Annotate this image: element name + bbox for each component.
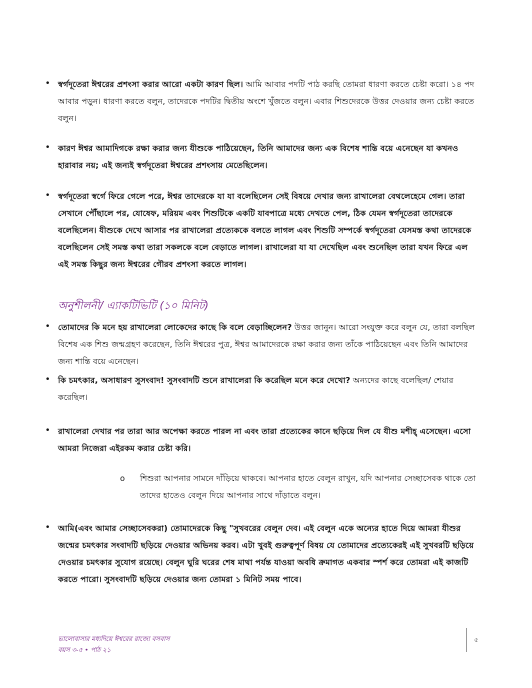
bullet-icon: • (45, 79, 51, 89)
bullet-lead-text: আমি(এবং আমার সেচ্ছাসেবকরা) তোমাদেরকে কিছু "সুখবরের বেলুন দেব। এই বেলুন একে অন্যের হাতে দিয়ে আমরা যীশুর জন্মের চমৎকার সংবাদটি ছড়িয়ে দেওয়ার অভিনয় করব। এটা খুবই গুরুত্বপূর্ণ বিষয় যে তোমাদের প্রত্যেকেরই এই সুখবরটি ছড়িয়ে দেওয়ার চমৎকার সুযোগ রয়েছে। বেলুন ঘুরি ঘরের শেষ মাথা পর্যন্ত যাওয়া অবধি ক্রমাগত একবার স্পর্শ করে তোমরা এই কাজটি করতে পারো। সুসংবাদটি ছড়িয়ে দেওয়ার জন্য তোমরা ১ মিনিট সময় পাবে। (58, 523, 474, 584)
sub-list-item (120, 470, 480, 504)
bullet-icon: • (45, 191, 51, 201)
bullet-lead-text: তোমাদের কি মনে হয় রাখালেরা লোকেদের কাছে কি বলে বেড়াচ্ছিলেন? (58, 322, 292, 332)
bullet-icon: • (45, 143, 51, 153)
bullet-icon: • (45, 426, 51, 436)
bullet-lead-text: স্বর্গদূতেরা স্বর্গে ফিরে গেলে পরে, ঈশ্বর তাদেরকে যা যা বলেছিলেন সেই বিষয়ে দেখার জন্য রাখালেরা বেথলেহেমে গেল। তারা সেখানে পৌঁছালে পর, যোষেফ, মরিয়ম এবং শিশুটিকে একটি যাবপাত্রে মধ্যে দেখতে পেল, ঠিক যেমন স্বর্গদূতেরা তাদেরকে বলেছিলেন। যীশুকে দেখে আসার পর রাখালেরা প্রত্যেককে বলতে লাগল এবং শিশুটি সম্পর্কে স্বর্গদূতেরা যেসমস্ত কথা তাদেরকে বলেছিলেন সেই সমস্ত কথা তারা সকলকে বলে বেড়াতে লাগল। রাখালেরা যা যা দেখেছিল এবং শুনেছিল তারা যখন ফিরে এল এই সমস্ত কিছুর জন্য ঈশ্বরের গৌরব প্রশংসা করতে লাগল। (58, 191, 472, 269)
bullet-body-text: উত্তর জানুন। আরো সংযুক্ত করে বলুন যে, তারা বলছিল বিশেষ এক শিশু জন্মগ্রহণ করেছেন, তিনি ঈশ্বরের পুত্র, ঈশ্বর আমাদেরকে রক্ষা করার জন্য তাঁকে পাঠিয়েছেন এবং তিনি আমাদের জন্য শান্তি বয়ে এনেছেন। (58, 322, 475, 366)
bullet-lead-text: কি চমৎকার, অসাধারণ সুসংবাদ! সুসংবাদটি শুনে রাখালেরা কি করেছিল মনে করে দেখো? (58, 375, 351, 385)
bullet-body-text: অন্যদের কাছে বলেছিল/ শেয়ার করেছিল। (58, 375, 454, 402)
footer-lesson-info: বয়স ৩-৫ • পাঠ ২১ (58, 646, 111, 654)
bullet-item-2 (45, 140, 478, 174)
page-number: ৫ (474, 636, 479, 644)
section-heading-activity: অনুশীলনী/ এ্যাকটিভিটি (১০ মিনিট) (58, 300, 209, 312)
bullet-icon: • (45, 322, 51, 332)
footer-divider (466, 628, 467, 652)
footer-title (58, 634, 170, 656)
bullet-icon: • (45, 523, 51, 533)
bullet-item-4 (45, 319, 478, 370)
bullet-item-7 (45, 520, 478, 588)
bullet-lead-text: স্বর্গদূতেরা ঈশ্বরের প্রশংসা করার আরো একটা কারণ ছিল। (58, 79, 244, 89)
bullet-item-1 (45, 76, 478, 127)
bullet-lead-text: কারণ ঈশ্বর আমাদিগকে রক্ষা করার জন্য যীশুকে পাঠিয়েছেন, তিনি আমাদের জন্য এক বিশেষ শান্তি বয়ে এনেছেন যা কখনও হারাবার নয়; এই জন্যই স্বর্গদূতেরা ঈশ্বরের প্রশংসায় মেতেছিলেন। (58, 143, 459, 170)
bullet-item-5 (45, 372, 478, 406)
bullet-item-6 (45, 423, 478, 457)
bullet-item-3 (45, 188, 478, 273)
circle-bullet-icon: o (120, 474, 125, 483)
bullet-body-text: আমি আবার পদটি পাঠ করছি তোমরা ধারণা করতে চেষ্টা করো। ১৪ পদ আবার পড়ুন। ধারণা করতে বলুন, তাদেরকে পদটির দ্বিতীয় অংশে খুঁজতে বলুন। এবার শিশুদেরকে উত্তর দেওয়ার জন্য চেষ্টা করতে বলুন। (58, 79, 475, 123)
bullet-lead-text: রাখালেরা দেখার পর তারা আর অপেক্ষা করতে পারল না এবং তারা প্রত্যেকের কানে ছড়িয়ে দিল যে যীশু মশীহ্ এসেছেন। এসো আমরা নিজেরা এইরকম করার চেষ্টা করি। (58, 426, 471, 453)
bullet-icon: • (45, 375, 51, 385)
sub-item-text: শিশুরা আপনার সামনে দাঁড়িয়ে থাকবে। আপনার হাতে বেলুন রাখুন, যদি আপনার সেচ্ছাসেবক থাকে তো তাদের হাতেও বেলুন দিয়ে আপনার সাথে দাঁড়াতে বলুন। (140, 473, 476, 500)
footer-series-title: ভালোবাসার মধ্যদিয়ে ঈশ্বরের রাজ্যে বসবাস (58, 635, 170, 643)
